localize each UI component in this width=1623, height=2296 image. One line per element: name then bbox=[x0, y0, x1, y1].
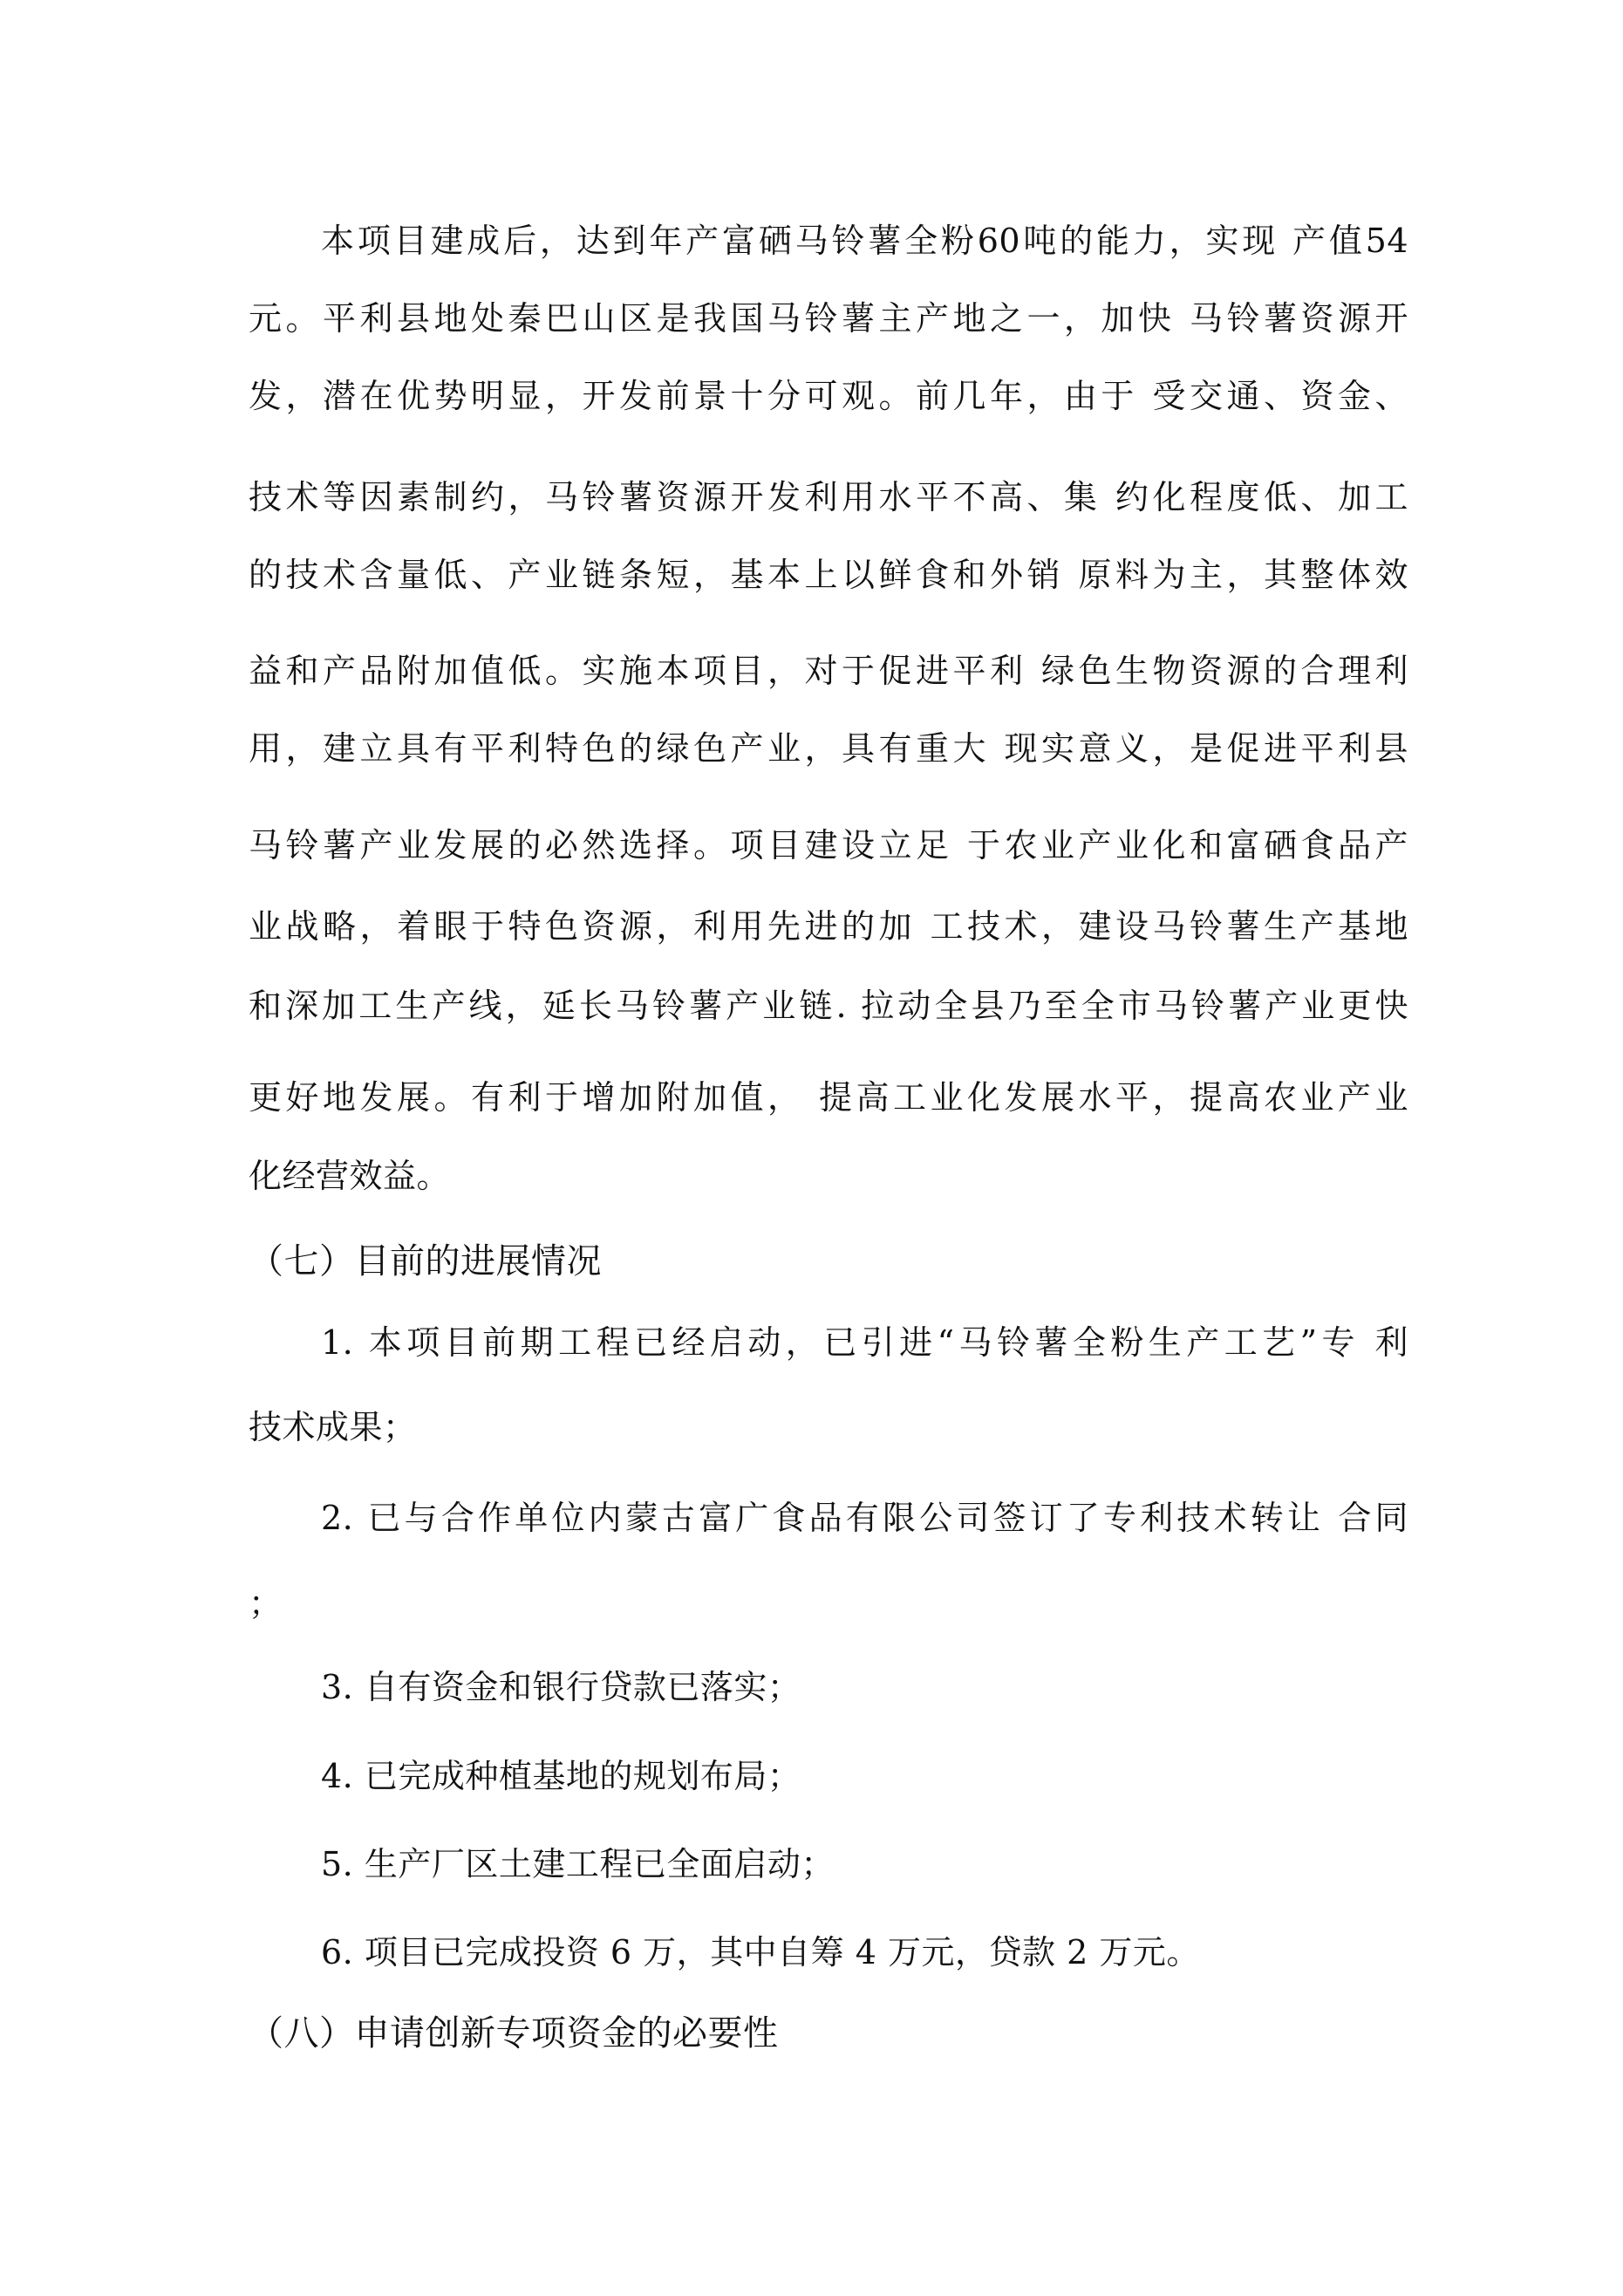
list-item-continuation: ； bbox=[249, 1584, 283, 1623]
list-item: 4. 已完成种植基地的规划布局； bbox=[321, 1757, 801, 1795]
paragraph-line: 马铃薯产业发展的必然选择。项目建设立足 于农业产业化和富硒食品产 bbox=[249, 826, 1408, 864]
paragraph-line: 化经营效益。 bbox=[249, 1157, 451, 1195]
list-item: 1. 本项目前期工程已经启动，已引进“马铃薯全粉生产工艺”专 利 bbox=[321, 1323, 1408, 1362]
paragraph-line: 本项目建成后，达到年产富硒马铃薯全粉60吨的能力，实现 产值54 bbox=[321, 222, 1408, 260]
section-heading: （八）申请创新专项资金的必要性 bbox=[249, 2013, 779, 2053]
paragraph-line: 和深加工生产线，延长马铃薯产业链. 拉动全县乃至全市马铃薯产业更快 bbox=[249, 987, 1408, 1025]
paragraph-line: 业战略，着眼于特色资源，利用先进的加 工技术，建设马铃薯生产基地 bbox=[249, 907, 1408, 946]
list-item-continuation: 技术成果； bbox=[249, 1408, 417, 1446]
list-item: 2. 已与合作单位内蒙古富广食品有限公司签订了专利技术转让 合同 bbox=[321, 1499, 1408, 1537]
list-item: 3. 自有资金和银行贷款已落实； bbox=[321, 1668, 801, 1706]
section-heading: （七）目前的进展情况 bbox=[249, 1241, 602, 1281]
list-item: 6. 项目已完成投资 6 万，其中自筹 4 万元，贷款 2 万元。 bbox=[321, 1933, 1200, 1971]
paragraph-line: 发，潜在优势明显，开发前景十分可观。前几年，由于 受交通、资金、 bbox=[249, 377, 1408, 415]
list-item: 5. 生产厂区土建工程已全面启动； bbox=[321, 1845, 835, 1883]
paragraph-line: 益和产品附加值低。实施本项目，对于促进平利 绿色生物资源的合理利 bbox=[249, 652, 1408, 690]
paragraph-line: 更好地发展。有利于增加附加值， 提高工业化发展水平，提高农业产业 bbox=[249, 1078, 1408, 1117]
paragraph-line: 用，建立具有平利特色的绿色产业，具有重大 现实意义，是促进平利县 bbox=[249, 729, 1408, 768]
paragraph-line: 的技术含量低、产业链条短，基本上以鲜食和外销 原料为主，其整体效 bbox=[249, 556, 1408, 594]
paragraph-line: 元。平利县地处秦巴山区是我国马铃薯主产地之一，加快 马铃薯资源开 bbox=[249, 299, 1408, 338]
paragraph-line: 技术等因素制约，马铃薯资源开发利用水平不高、集 约化程度低、加工 bbox=[249, 478, 1408, 516]
